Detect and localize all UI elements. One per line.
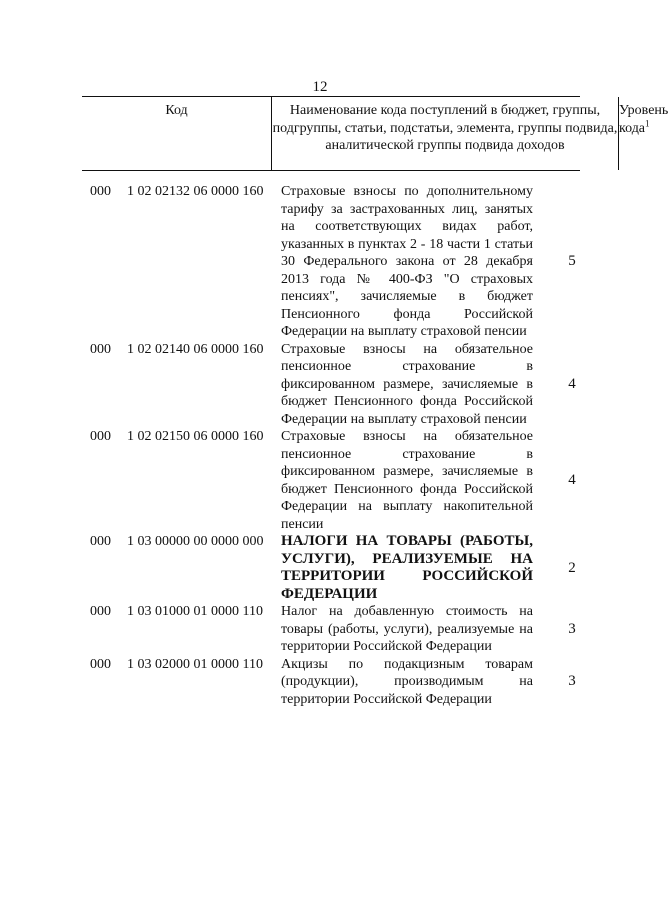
header-code: Код bbox=[165, 103, 188, 118]
table-row bbox=[0, 341, 640, 429]
row-classification-code: 1 03 00000 00 0000 000 bbox=[127, 534, 264, 549]
row-name: Акцизы по подакцизным товарам (продукции), производимым на территории Российской Федерации bbox=[281, 656, 533, 707]
row-name: Страховые взносы по дополнительному тарифу за застрахованных лиц, занятых на соответствующих видах работ, указанных в пунктах 2 - 18 части 1 статьи 30 Федерального закона от 28 декабря 2013 года № 400-ФЗ "О страховых пенсиях", зачисляемые в бюджет Пенсионного фонда Российской Федерации на выплату страховой пенсии bbox=[281, 184, 533, 339]
row-name: Страховые взносы на обязательное пенсионное страхование в фиксированном размере, зачисляемые в бюджет Пенсионного фонда Российской Федерации на выплату страховой пенсии bbox=[281, 341, 533, 427]
row-level: 4 bbox=[568, 472, 576, 488]
row-level: 4 bbox=[568, 375, 576, 392]
row-name: Страховые взносы на обязательное пенсионное страхование в фиксированном размере, зачисляемые в бюджет Пенсионного фонда Российской Федерации на выплату накопительной пенсии bbox=[281, 429, 533, 532]
row-classification-code: 1 02 02140 06 0000 160 bbox=[127, 341, 264, 357]
row-classification-code: 1 02 02150 06 0000 160 bbox=[127, 429, 264, 444]
row-admin-code: 000 bbox=[90, 656, 111, 672]
row-classification-code: 1 03 02000 01 0000 110 bbox=[127, 656, 263, 672]
row-admin-code: 000 bbox=[90, 184, 111, 199]
row-level: 3 bbox=[568, 620, 576, 637]
page-number: 12 bbox=[312, 79, 328, 95]
row-admin-code: 000 bbox=[90, 341, 111, 357]
table-row bbox=[0, 656, 640, 709]
row-admin-code: 000 bbox=[90, 534, 111, 549]
header-name: Наименование кода поступлений в бюджет, группы, подгруппы, статьи, подстатьи, элемента, группы подвида, аналитической группы подвида доходов bbox=[271, 97, 618, 170]
row-level: 3 bbox=[568, 673, 576, 690]
row-name: Налог на добавленную стоимость на товары (работы, услуги), реализуемые на территории Российской Федерации bbox=[281, 604, 533, 654]
header-level bbox=[618, 97, 668, 170]
row-admin-code: 000 bbox=[90, 604, 111, 619]
row-classification-code: 1 02 02132 06 0000 160 bbox=[127, 184, 264, 199]
row-level: 5 bbox=[568, 253, 576, 270]
table-row bbox=[0, 428, 640, 533]
table-row bbox=[0, 533, 640, 603]
row-level: 2 bbox=[568, 559, 576, 576]
row-name: НАЛОГИ НА ТОВАРЫ (РАБОТЫ, УСЛУГИ), РЕАЛИЗУЕМЫЕ НА ТЕРРИТОРИИ РОССИЙСКОЙ ФЕДЕРАЦИИ bbox=[281, 533, 533, 602]
table-header bbox=[82, 96, 668, 171]
row-classification-code: 1 03 01000 01 0000 110 bbox=[127, 604, 263, 619]
header-level-footnote: 1 bbox=[645, 117, 650, 128]
header-level-label: Уровень кода bbox=[619, 103, 668, 136]
table-body bbox=[0, 183, 640, 708]
table-row bbox=[0, 183, 640, 341]
row-admin-code: 000 bbox=[90, 429, 111, 444]
table-row bbox=[0, 603, 640, 656]
